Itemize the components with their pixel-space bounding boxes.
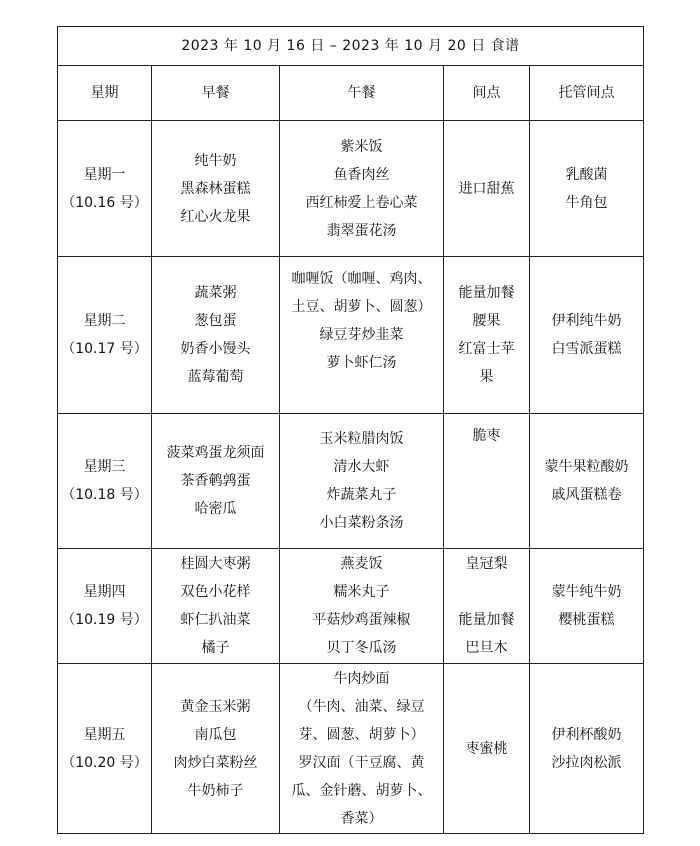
lunch-item: 西红柿爱上卷心菜 [305,194,418,211]
row-tuesday [58,257,644,414]
care-snack-item: 蒙牛纯牛奶 [551,584,622,600]
care-snack-item: 白雪派蛋糕 [551,341,622,357]
header-snack: 间点 [444,66,530,121]
snack-item: 果 [479,369,494,385]
lunch-item: 瓜、金针蘑、胡萝卜、 [291,782,432,799]
breakfast-item: 哈密瓜 [194,501,237,517]
breakfast-item: 红心火龙果 [180,208,251,225]
breakfast-item: 黄金玉米粥 [180,698,251,715]
lunch-item: 香菜） [340,810,383,827]
lunch-item: 糯米丸子 [333,584,390,600]
lunch-cell [280,257,444,414]
day-name: 星期四 [83,584,126,600]
snack-cell [444,664,530,834]
day-date: （10.18 号） [61,487,148,503]
snack-cell [444,549,530,664]
header-row [58,66,644,121]
day-date: （10.16 号） [61,194,148,211]
care-snack-cell [530,414,644,549]
snack-item: 皇冠梨 [465,556,508,572]
snack-cell [444,257,530,414]
breakfast-item: 黑森林蛋糕 [180,180,251,197]
snack-item: 脆枣 [472,428,501,444]
breakfast-cell [152,257,280,414]
lunch-item: 牛肉炒面 [333,670,390,687]
snack-item: 巴旦木 [465,640,508,656]
day-cell [58,257,152,414]
lunch-item: 翡翠蛋花汤 [326,222,397,239]
lunch-item: 咖喱饭（咖喱、鸡肉、 [291,271,432,287]
lunch-cell [280,664,444,834]
care-snack-item: 伊利杯酸奶 [551,726,622,743]
row-wednesday [58,414,644,549]
breakfast-item: 葱包蛋 [194,313,237,329]
snack-item: 枣蜜桃 [465,740,508,757]
day-name: 星期一 [83,166,126,183]
row-monday [58,121,644,257]
breakfast-item: 蓝莓葡萄 [187,369,244,385]
care-snack-item: 伊利纯牛奶 [551,313,622,329]
header-weekday: 星期 [58,66,152,121]
lunch-item: 罗汉面（干豆腐、黄 [298,754,425,771]
lunch-item: 萝卜虾仁汤 [326,355,397,371]
breakfast-item: 双色小花样 [180,584,251,600]
breakfast-item: 菠菜鸡蛋龙须面 [166,445,265,461]
snack-cell [444,121,530,257]
day-date: （10.17 号） [61,341,148,357]
snack-item: 能量加餐 [458,285,515,301]
lunch-item: 炸蔬菜丸子 [326,487,397,503]
lunch-cell [280,549,444,664]
breakfast-item: 茶香鹌鹑蛋 [180,473,251,489]
snack-cell [444,414,530,549]
lunch-item: 清水大虾 [333,459,390,475]
day-date: （10.19 号） [61,612,148,628]
lunch-item: （牛肉、油菜、绿豆 [298,698,425,715]
row-thursday [58,549,644,664]
care-snack-cell [530,549,644,664]
lunch-cell [280,414,444,549]
spacer [444,578,529,606]
lunch-item: 芽、圆葱、胡萝卜） [298,726,425,743]
row-friday [58,664,644,834]
snack-item: 腰果 [472,313,501,329]
lunch-item: 土豆、胡萝卜、圆葱） [291,299,432,315]
breakfast-cell [152,549,280,664]
breakfast-item: 肉炒白菜粉丝 [173,754,258,771]
lunch-item: 小白菜粉条汤 [319,515,404,531]
lunch-cell [280,121,444,257]
care-snack-cell [530,664,644,834]
breakfast-item: 奶香小馒头 [180,341,251,357]
menu-table [57,26,644,834]
care-snack-item: 戚风蛋糕卷 [551,487,622,503]
breakfast-cell [152,664,280,834]
day-name: 星期三 [83,459,126,475]
header-care-snack: 托管间点 [530,66,644,121]
lunch-item: 鱼香肉丝 [333,166,390,183]
day-cell [58,121,152,257]
lunch-item: 平菇炒鸡蛋辣椒 [312,612,411,628]
breakfast-item: 南瓜包 [194,726,237,743]
care-snack-item: 蒙牛果粒酸奶 [544,459,629,475]
breakfast-item: 牛奶柿子 [187,782,244,799]
day-cell [58,549,152,664]
lunch-item: 紫米饭 [340,138,383,155]
header-lunch: 午餐 [280,66,444,121]
care-snack-item: 樱桃蛋糕 [558,612,615,628]
lunch-item: 贝丁冬瓜汤 [326,640,397,656]
breakfast-item: 橘子 [201,640,230,656]
day-name: 星期五 [83,726,126,743]
care-snack-item: 乳酸菌 [565,166,608,183]
day-name: 星期二 [83,313,126,329]
day-date: （10.20 号） [61,754,148,771]
day-cell [58,414,152,549]
care-snack-item: 牛角包 [565,194,608,211]
menu-title: 2023 年 10 月 16 日 – 2023 年 10 月 20 日 食谱 [58,27,644,66]
care-snack-cell [530,257,644,414]
breakfast-item: 虾仁扒油菜 [180,612,251,628]
lunch-item: 燕麦饭 [340,556,383,572]
care-snack-cell [530,121,644,257]
snack-item: 进口甜蕉 [458,180,515,197]
snack-item: 红富士苹 [458,341,515,357]
care-snack-item: 沙拉肉松派 [551,754,622,771]
snack-item: 能量加餐 [458,612,515,628]
lunch-item: 玉米粒腊肉饭 [319,431,404,447]
breakfast-cell [152,121,280,257]
lunch-item: 绿豆芽炒韭菜 [319,327,404,343]
header-breakfast: 早餐 [152,66,280,121]
breakfast-item: 蔬菜粥 [194,285,237,301]
day-cell [58,664,152,834]
breakfast-cell [152,414,280,549]
breakfast-item: 纯牛奶 [194,152,237,169]
breakfast-item: 桂圆大枣粥 [180,556,251,572]
